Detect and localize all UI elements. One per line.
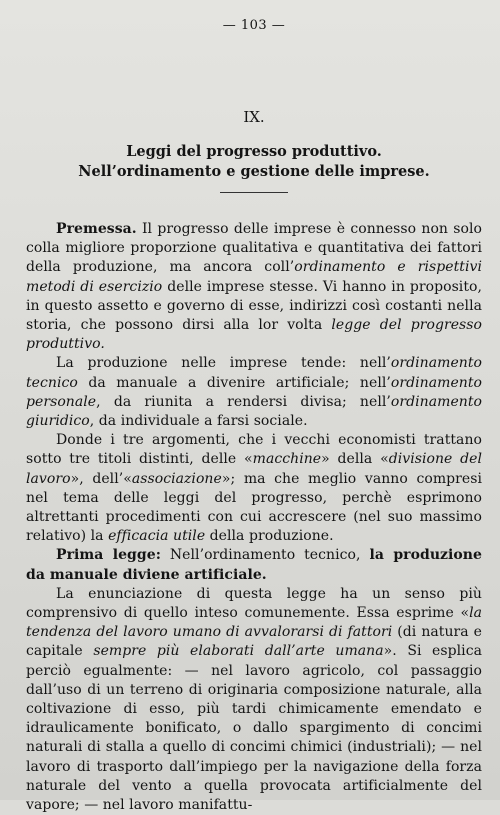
paragraph-tendenze [26,354,482,431]
text-segment: (di natura e capitale [26,624,482,660]
text-segment: ordinamento tecnico [26,355,482,391]
text-segment: La produzione nelle imprese tende: nell’ [56,355,391,372]
paragraph-prima-legge [26,546,482,584]
page-number: — 103 — [222,18,286,33]
chapter-title-line-1: Leggi del progresso produttivo. [126,143,382,160]
chapter-title [26,142,482,182]
text-segment: efficacia utile [108,528,206,545]
text-segment: Nell’ordinamento tecnico, [160,547,370,564]
text-segment: legge del progresso produttivo. [26,317,483,353]
text-segment: da manuale a divenire artificiale; nell’ [77,374,391,391]
text-segment: la produzione da manuale diviene artificiale. [26,547,482,583]
text-segment: sempre più elaborati dall’arte umana [93,643,384,660]
paragraph-argomenti [26,431,482,546]
text-segment: la tendenza del lavoro umano di avvalorarsi di fattori [26,605,482,641]
text-segment: Prima legge: [56,547,161,564]
text-segment: ordinamento giuridico [26,393,482,430]
text-segment: , da individuale a farsi sociale. [89,413,308,430]
title-divider [220,192,288,193]
text-segment: ordinamento e rispettivi metodi di esercizio [26,259,482,295]
text-segment: ordinamento personale [26,374,482,410]
text-segment: divisione del lavoro [26,451,483,487]
chapter-title-line-2: Nell’ordinamento e gestione delle imprese. [78,163,430,180]
chapter-number: IX. [243,108,265,126]
text-segment: della produzione. [205,528,334,545]
body-text [26,220,482,815]
text-segment: delle imprese stesse. Vi hanno in proposito, in questo assetto e governo di esse, indirizzi così costanti nella storia, che possono dirsi alla lor volta [26,278,482,334]
text-segment: Donde i tre argomenti, che i vecchi economisti trattano sotto tre titoli distinti, delle « [26,432,482,468]
text-segment: Premessa. [56,221,137,237]
paragraph-premessa [26,220,482,354]
text-segment: ». Si esplica perciò egualmente: — nel lavoro agricolo, col passaggio dall’uso di un terreno di originaria composizione naturale, alla coltivazione di esso, più tardi chimicamente emendato e idraulicamente bonificato, o dallo spargimento di concimi naturali di stalla a quello di concimi chimici (industriali); — nel lavoro di trasporto dall’impiego per la navigazione della forza naturale del vento a quella provocata artificialmente del vapore; — nel lavoro manifattu- [26,643,482,814]
text-segment: , da riunita a rendersi divisa; nell’ [96,393,391,410]
text-segment: Il progresso delle imprese è connesso non solo colla migliore proporzione qualitativa e quantitativa dei fattori della produzione, ma ancora coll’ [26,221,482,276]
text-segment: »; ma che meglio vanno compresi nel tema delle leggi del progresso, perchè esprimono altrettanti procedimenti con cui accrescere (nel suo massimo relativo) la [26,470,482,545]
text-segment: La enunciazione di questa legge ha un senso più comprensivo di quello inteso comunemente. Essa esprime « [26,585,482,622]
text-segment: » della « [321,451,389,468]
text-segment: associazione [131,470,222,487]
paragraph-enunciazione [26,585,482,815]
text-segment: macchine [252,451,322,468]
text-segment: », dell’« [70,470,132,487]
